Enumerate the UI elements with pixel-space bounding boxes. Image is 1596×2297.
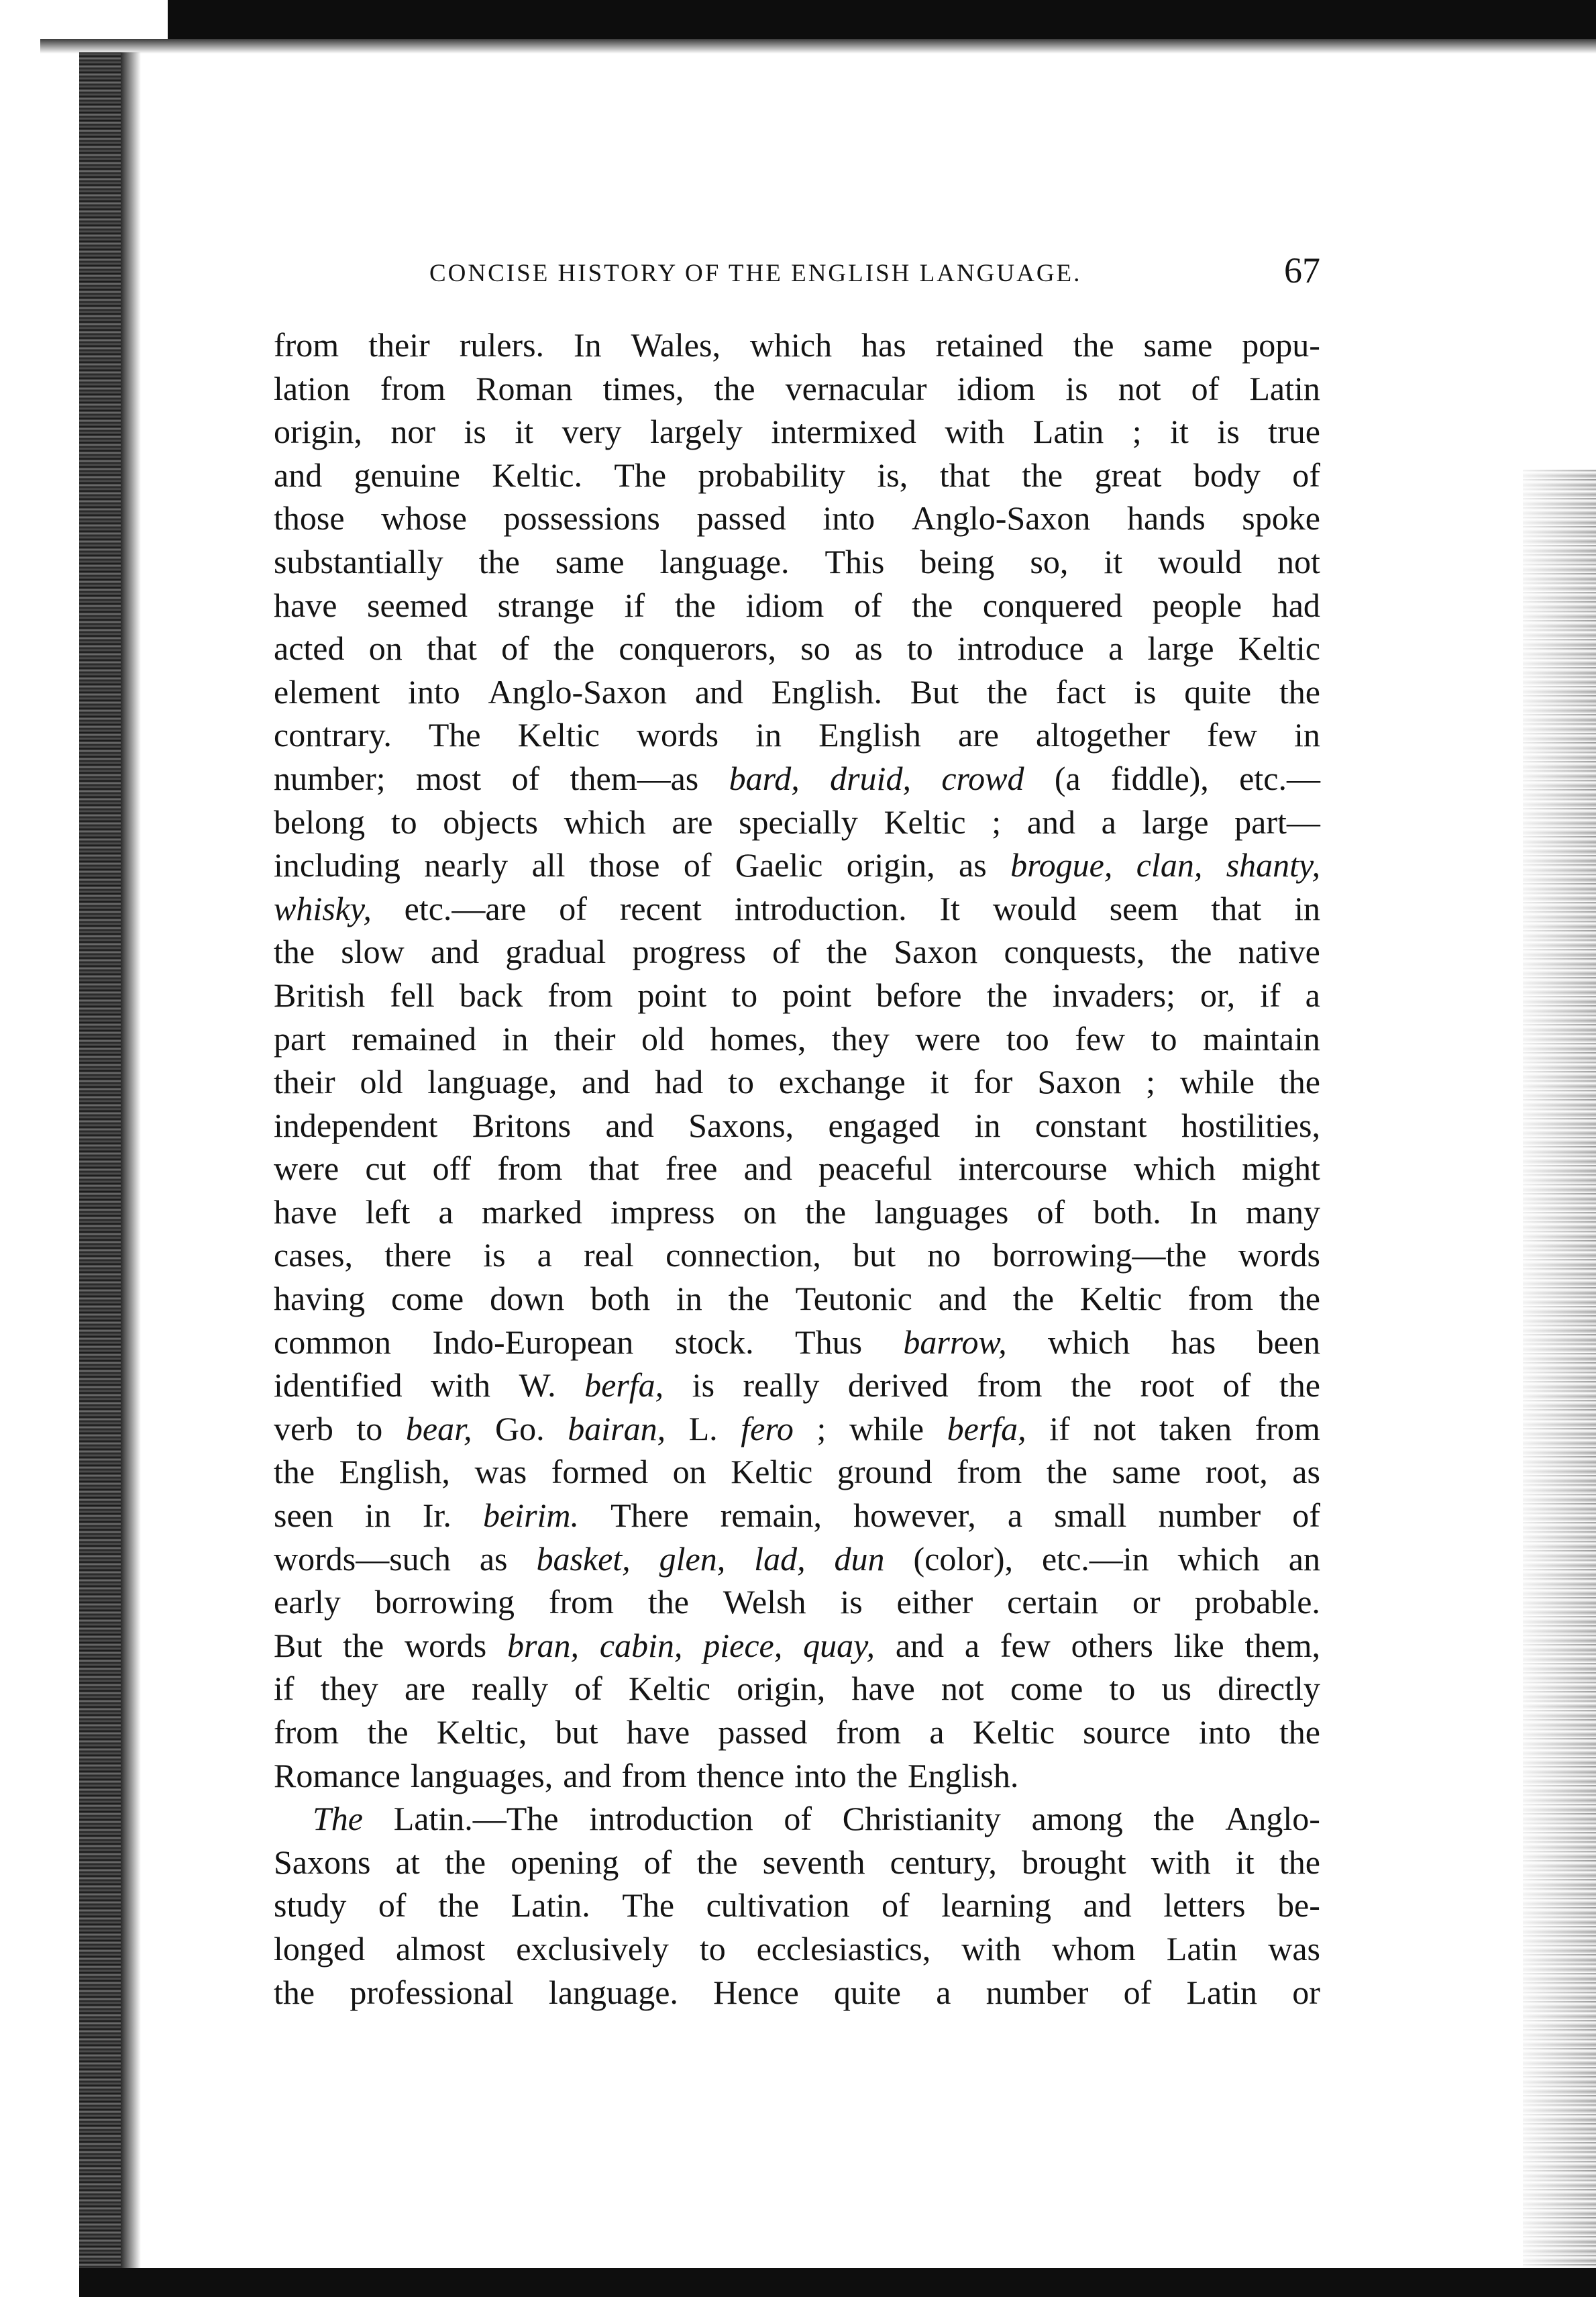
text-line: their old language, and had to exchange it for Saxon ; while the (274, 1063, 1320, 1101)
text-line: But the words bran, cabin, piece, quay, and a few others like them, (274, 1626, 1320, 1664)
text-line: those whose possessions passed into Anglo-Saxon hands spoke (274, 499, 1320, 538)
text-line: substantially the same language. This being so, it would not (274, 542, 1320, 580)
scan-page-edge-shadow (1523, 470, 1596, 2268)
running-head (274, 250, 1320, 303)
text-line: the slow and gradual progress of the Saxon conquests, the native (274, 933, 1320, 971)
scan-bottom-border (79, 2268, 1596, 2297)
text-line: from the Keltic, but have passed from a Keltic source into the (274, 1713, 1320, 1751)
text-line: have left a marked impress on the languages of both. In many (274, 1192, 1320, 1231)
text-line: seen in Ir. beirim. There remain, however, a small number of (274, 1496, 1320, 1535)
text-line: having come down both in the Teutonic and the Keltic from the (274, 1280, 1320, 1318)
text-line: whisky, etc.—are of recent introduction. It would seem that in (274, 889, 1320, 927)
text-line: common Indo-European stock. Thus barrow, which has been (274, 1323, 1320, 1361)
text-line: the professional language. Hence quite a number of Latin or (274, 1973, 1320, 2011)
text-line: words—such as basket, glen, lad, dun (color), etc.—in which an (274, 1539, 1320, 1578)
text-line: have seemed strange if the idiom of the conquered people had (274, 586, 1320, 624)
text-line: study of the Latin. The cultivation of learning and letters be- (274, 1886, 1320, 1925)
text-line: number; most of them—as bard, druid, crowd (a fiddle), etc.— (274, 759, 1320, 797)
text-line: origin, nor is it very largely intermixed with Latin ; it is true (274, 413, 1320, 451)
page-number: 67 (1284, 250, 1320, 291)
text-line: lation from Roman times, the vernacular idiom is not of Latin (274, 369, 1320, 407)
text-line: Romance languages, and from thence into the English. (274, 1756, 1019, 1794)
text-line: and genuine Keltic. The probability is, that the great body of (274, 456, 1320, 494)
text-line: longed almost exclusively to ecclesiastics, with whom Latin was (274, 1929, 1320, 1968)
text-line: element into Anglo-Saxon and English. But the fact is quite the (274, 672, 1320, 711)
text-line: The Latin.—The introduction of Christianity among the Anglo- (313, 1800, 1320, 1838)
running-title: CONCISE HISTORY OF THE ENGLISH LANGUAGE. (429, 260, 1082, 287)
text-line: were cut off from that free and peaceful intercourse which might (274, 1150, 1320, 1188)
scan-book-spine-edge (79, 52, 121, 2297)
text-line: belong to objects which are specially Keltic ; and a large part— (274, 803, 1320, 841)
text-line: British fell back from point to point before the invaders; or, if a (274, 976, 1320, 1014)
text-line: from their rulers. In Wales, which has retained the same popu- (274, 326, 1320, 364)
body-text (274, 323, 1320, 2014)
text-line: cases, there is a real connection, but no borrowing—the words (274, 1236, 1320, 1274)
text-line: contrary. The Keltic words in English are altogether few in (274, 716, 1320, 754)
text-line: verb to bear, Go. bairan, L. fero ; while berfa, if not taken from (274, 1409, 1320, 1447)
text-line: the English, was formed on Keltic ground from the same root, as (274, 1453, 1320, 1491)
text-line: acted on that of the conquerors, so as to introduce a large Keltic (274, 629, 1320, 668)
scan-top-border (168, 0, 1596, 39)
text-line: if they are really of Keltic origin, have not come to us directly (274, 1670, 1320, 1708)
text-line: early borrowing from the Welsh is either certain or probable. (274, 1583, 1320, 1621)
text-line: identified with W. berfa, is really derived from the root of the (274, 1366, 1320, 1405)
text-line: Saxons at the opening of the seventh century, brought with it the (274, 1843, 1320, 1881)
text-line: including nearly all those of Gaelic origin, as brogue, clan, shanty, (274, 846, 1320, 884)
text-line: independent Britons and Saxons, engaged in constant hostilities, (274, 1106, 1320, 1144)
text-line: part remained in their old homes, they were too few to maintain (274, 1019, 1320, 1058)
